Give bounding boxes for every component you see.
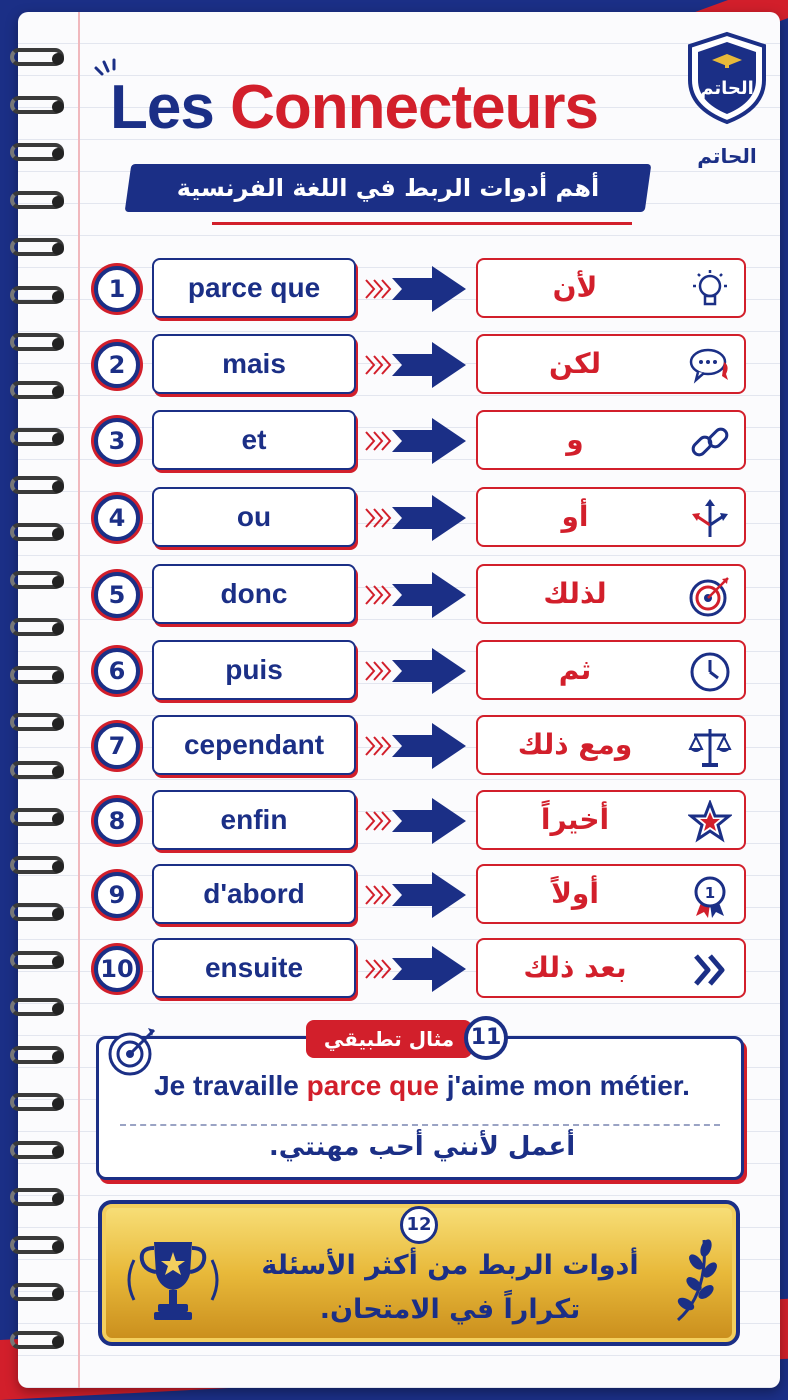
- arabic-translation-box: [476, 864, 746, 924]
- connector-number: 1: [94, 266, 140, 312]
- arabic-translation: لأن: [552, 271, 598, 304]
- connector-number: 10: [94, 946, 140, 992]
- arabic-translation-box: [476, 715, 746, 775]
- connector-number: 5: [94, 572, 140, 618]
- connector-row: [0, 638, 788, 702]
- arabic-translation: ومع ذلك: [517, 728, 633, 761]
- example-divider: [120, 1124, 720, 1126]
- arabic-translation-box: [476, 564, 746, 624]
- spiral-ring: [10, 1283, 64, 1301]
- french-connector: ou: [152, 487, 356, 547]
- arabic-translation-box: [476, 334, 746, 394]
- arrow-right-icon: [384, 416, 468, 466]
- arabic-translation-box: [476, 410, 746, 470]
- spiral-ring: [10, 1188, 64, 1206]
- banner-text: [240, 1244, 660, 1332]
- subtitle-underline: [212, 222, 632, 225]
- split-arrows-icon: [688, 497, 732, 541]
- connector-row: [0, 332, 788, 396]
- connector-row: [0, 485, 788, 549]
- arabic-translation: أولاً: [551, 877, 599, 910]
- arrow-right-icon: [384, 796, 468, 846]
- logo-mark: الحاتم: [700, 78, 754, 99]
- arabic-translation-box: [476, 640, 746, 700]
- spiral-ring: [10, 143, 64, 161]
- connector-row: [0, 562, 788, 626]
- french-connector: d'abord: [152, 864, 356, 924]
- page-title: [110, 72, 670, 152]
- arrow-right-icon: [384, 944, 468, 994]
- chain-link-icon: [688, 420, 732, 464]
- arrow-right-icon: [384, 264, 468, 314]
- arabic-translation: أو: [561, 500, 589, 533]
- shield-logo-icon: [684, 30, 770, 126]
- arabic-translation-box: [476, 938, 746, 998]
- arabic-translation: لكن: [549, 347, 601, 380]
- connector-number: 3: [94, 418, 140, 464]
- connector-row: [0, 788, 788, 852]
- arrow-right-icon: [384, 721, 468, 771]
- spiral-ring: [10, 238, 64, 256]
- connector-number: 4: [94, 495, 140, 541]
- french-connector: donc: [152, 564, 356, 624]
- trophy-icon: [120, 1230, 226, 1330]
- arabic-translation-box: [476, 487, 746, 547]
- laurel-icon: [668, 1234, 718, 1324]
- spiral-ring: [10, 1141, 64, 1159]
- spiral-ring: [10, 1331, 64, 1349]
- connector-number: 8: [94, 798, 140, 844]
- banner-line-1: أدوات الربط من أكثر الأسئلة: [261, 1250, 639, 1281]
- connector-number: 6: [94, 648, 140, 694]
- title-word-connecteurs: Connecteurs: [230, 73, 599, 142]
- title-word-les: Les: [110, 73, 214, 142]
- connector-row: [0, 936, 788, 1000]
- french-connector: puis: [152, 640, 356, 700]
- svg-text:1: 1: [704, 884, 716, 902]
- french-connector: ensuite: [152, 938, 356, 998]
- example-french-sentence: [110, 1070, 734, 1102]
- spiral-ring: [10, 96, 64, 114]
- connector-number: 9: [94, 872, 140, 918]
- page-subtitle: أهم أدوات الربط في اللغة الفرنسية: [176, 174, 600, 202]
- example-french-end: j'aime mon métier.: [438, 1070, 690, 1101]
- star-icon: [688, 800, 732, 844]
- arrow-right-icon: [384, 646, 468, 696]
- spiral-ring: [10, 1093, 64, 1111]
- arrow-right-icon: [384, 493, 468, 543]
- spiral-ring: [10, 1236, 64, 1254]
- arrow-right-icon: [384, 570, 468, 620]
- french-connector: enfin: [152, 790, 356, 850]
- connector-number: 2: [94, 342, 140, 388]
- speech-bubbles-icon: [688, 344, 732, 388]
- arabic-translation-box: [476, 790, 746, 850]
- spiral-ring: [10, 998, 64, 1016]
- spiral-ring: [10, 1046, 64, 1064]
- banner-number: 12: [400, 1206, 438, 1244]
- arabic-translation-box: [476, 258, 746, 318]
- arabic-translation: أخيراً: [540, 803, 610, 836]
- french-connector: mais: [152, 334, 356, 394]
- double-chevron-icon: [688, 948, 732, 992]
- example-label: مثال تطبيقي: [306, 1020, 472, 1058]
- example-french-highlight: parce que: [306, 1070, 439, 1101]
- arabic-translation: بعد ذلك: [523, 951, 627, 984]
- french-connector: et: [152, 410, 356, 470]
- arrow-right-icon: [384, 870, 468, 920]
- banner-line-2: تكراراً في الامتحان.: [319, 1294, 581, 1325]
- french-connector: cependant: [152, 715, 356, 775]
- spiral-ring: [10, 191, 64, 209]
- logo-caption: الحاتم: [697, 144, 757, 168]
- clock-icon: [688, 650, 732, 694]
- spiral-ring: [10, 48, 64, 66]
- arabic-translation: لذلك: [543, 577, 607, 610]
- target-icon: [688, 574, 732, 618]
- french-connector: parce que: [152, 258, 356, 318]
- example-french-start: Je travaille: [154, 1070, 307, 1101]
- example-number: 11: [464, 1016, 508, 1060]
- connector-row: [0, 408, 788, 472]
- connector-row: [0, 862, 788, 926]
- connector-row: [0, 713, 788, 777]
- example-arabic-sentence: أعمل لأنني أحب مهنتي.: [268, 1132, 576, 1162]
- arabic-translation: ثم: [558, 653, 592, 686]
- lightbulb-icon: [688, 268, 732, 312]
- connector-row: [0, 256, 788, 320]
- medal-icon: [688, 874, 732, 918]
- arabic-translation: و: [566, 423, 584, 456]
- arrow-right-icon: [384, 340, 468, 390]
- balance-scale-icon: [688, 725, 732, 769]
- connector-number: 7: [94, 723, 140, 769]
